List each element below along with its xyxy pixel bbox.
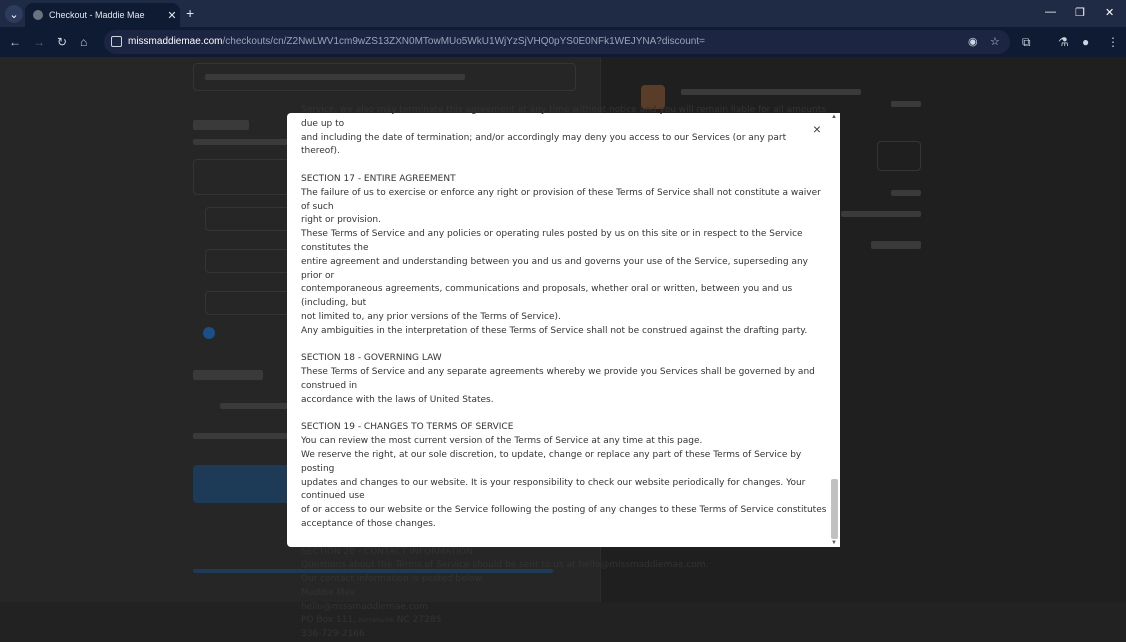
menu-icon[interactable]: ⋮ — [1107, 35, 1119, 49]
terms-line: of or access to our website or the Service following the posting of any changes to these Terms of Service constitutes — [301, 505, 827, 516]
apply-button-placeholder — [877, 141, 921, 171]
text-placeholder — [220, 403, 290, 409]
scroll-down-arrow-icon[interactable]: ▼ — [831, 540, 837, 546]
scrollbar-thumb[interactable] — [831, 479, 838, 539]
terms-line: entire agreement and understanding between you and us and governs your use of the Service, superseding any prior or — [301, 256, 808, 281]
scroll-up-arrow-icon[interactable]: ▲ — [831, 114, 837, 120]
tab-search-button[interactable]: ⌄ — [5, 5, 23, 23]
favicon-icon — [33, 10, 43, 20]
shipping-placeholder — [841, 211, 921, 217]
terms-line: Our contact information is posted below: — [301, 574, 485, 585]
extensions-icon[interactable]: ⧉ — [1022, 35, 1031, 49]
terms-line: These Terms of Service and any separate agreements whereby we provide you Services shall be governed by and construed in — [301, 367, 815, 391]
tab-checkout[interactable] — [25, 3, 180, 27]
forward-icon[interactable]: → — [33, 35, 45, 49]
product-name-placeholder — [681, 89, 861, 95]
reload-icon[interactable]: ↻ — [57, 35, 68, 49]
terms-line: Any ambiguities in the interpretation of these Terms of Service shall not be construed against the drafting party. — [301, 325, 808, 336]
maximize-icon[interactable]: ❐ — [1075, 7, 1085, 19]
profile-icon[interactable]: ● — [1082, 35, 1090, 49]
terms-line: accordance with the laws of United States. — [301, 394, 494, 405]
terms-line: and including the date of termination; and/or accordingly may deny you access to our Services (or any part thereof). — [301, 132, 787, 157]
site-info-icon[interactable] — [111, 36, 122, 47]
terms-content — [301, 104, 827, 642]
minimize-icon[interactable]: — — [1045, 6, 1056, 18]
contact-name: Maddie Mae — [301, 587, 356, 598]
tab-strip — [0, 0, 1126, 27]
section-18-heading: SECTION 18 - GOVERNING LAW — [301, 353, 442, 364]
contact-email: hello@missmaddiemae.com — [301, 601, 429, 612]
subtotal-placeholder — [891, 190, 921, 196]
terms-line: The failure of us to exercise or enforce any right or provision of these Terms of Service shall not constitute a waiver of such — [301, 187, 821, 212]
terms-line: These Terms of Service and any policies or operating rules posted by us on this site or in respect to the Service constitutes the — [301, 229, 803, 253]
tab-title: Checkout - Maddie Mae — [49, 10, 145, 20]
section-17-heading: SECTION 17 - ENTIRE AGREEMENT — [301, 173, 456, 184]
bookmark-star-icon[interactable]: ☆ — [990, 36, 1000, 48]
modal-close-button[interactable]: × — [810, 122, 824, 136]
heading-placeholder — [193, 370, 263, 380]
text-placeholder — [193, 433, 293, 439]
price-placeholder — [891, 101, 921, 107]
browser-toolbar — [0, 27, 1126, 57]
placeholder-line — [205, 74, 465, 80]
tab-close-icon[interactable]: ✕ — [167, 9, 177, 22]
terms-line: Service, we also may terminate this agreement at any time without notice and you will remain liable for all amounts due up to — [301, 105, 827, 129]
terms-line: updates and changes to our website. It is your responsibility to check our website periodically for changes. Your continued use — [301, 477, 806, 502]
terms-line: contemporaneous agreements, communications and proposals, whether oral or written, between you and us (including, but — [301, 284, 793, 309]
contact-address: PO Box 111, Kernersville NC 27285 — [301, 615, 442, 626]
terms-line: Questions about the Terms of Service should be sent to us at hello@missmaddiemae.com. — [301, 560, 709, 571]
checkbox-placeholder — [203, 327, 215, 339]
terms-line: You can review the most current version of the Terms of Service at any time at this page. — [301, 436, 703, 447]
home-icon[interactable]: ⌂ — [80, 35, 88, 49]
back-icon[interactable]: ← — [9, 35, 21, 49]
address-bar[interactable] — [104, 30, 1010, 54]
url-text: missmaddiemae.com/checkouts/cn/Z2NwLWV1cm9wZS13ZXN0MTowMUo5WkU1WjYzSjVHQ0pYS0E0NFk1WEJYNA?discount= — [128, 36, 705, 47]
terms-of-service-modal — [287, 105, 840, 640]
window-close-icon[interactable]: ✕ — [1105, 7, 1115, 19]
total-placeholder — [871, 241, 921, 249]
heading-placeholder — [193, 120, 249, 130]
pay-button-placeholder — [193, 465, 293, 503]
section-19-heading: SECTION 19 - CHANGES TO TERMS OF SERVICE — [301, 422, 514, 433]
new-tab-button[interactable]: + — [186, 5, 195, 21]
terms-line: right or provision. — [301, 215, 381, 226]
terms-line: not limited to, any prior versions of the Terms of Service). — [301, 311, 561, 322]
terms-line: acceptance of those changes. — [301, 518, 436, 529]
labs-icon[interactable]: ⚗ — [1058, 35, 1069, 49]
terms-line: We reserve the right, at our sole discretion, to update, change or replace any part of these Terms of Service by posting — [301, 449, 802, 474]
eye-slash-icon[interactable]: ◉ — [968, 36, 978, 48]
section-20-heading: SECTION 20 - CONTACT INFORMATION — [301, 546, 473, 557]
modal-scrollbar[interactable] — [829, 113, 840, 547]
contact-phone: 336-729-2166 — [301, 629, 365, 640]
